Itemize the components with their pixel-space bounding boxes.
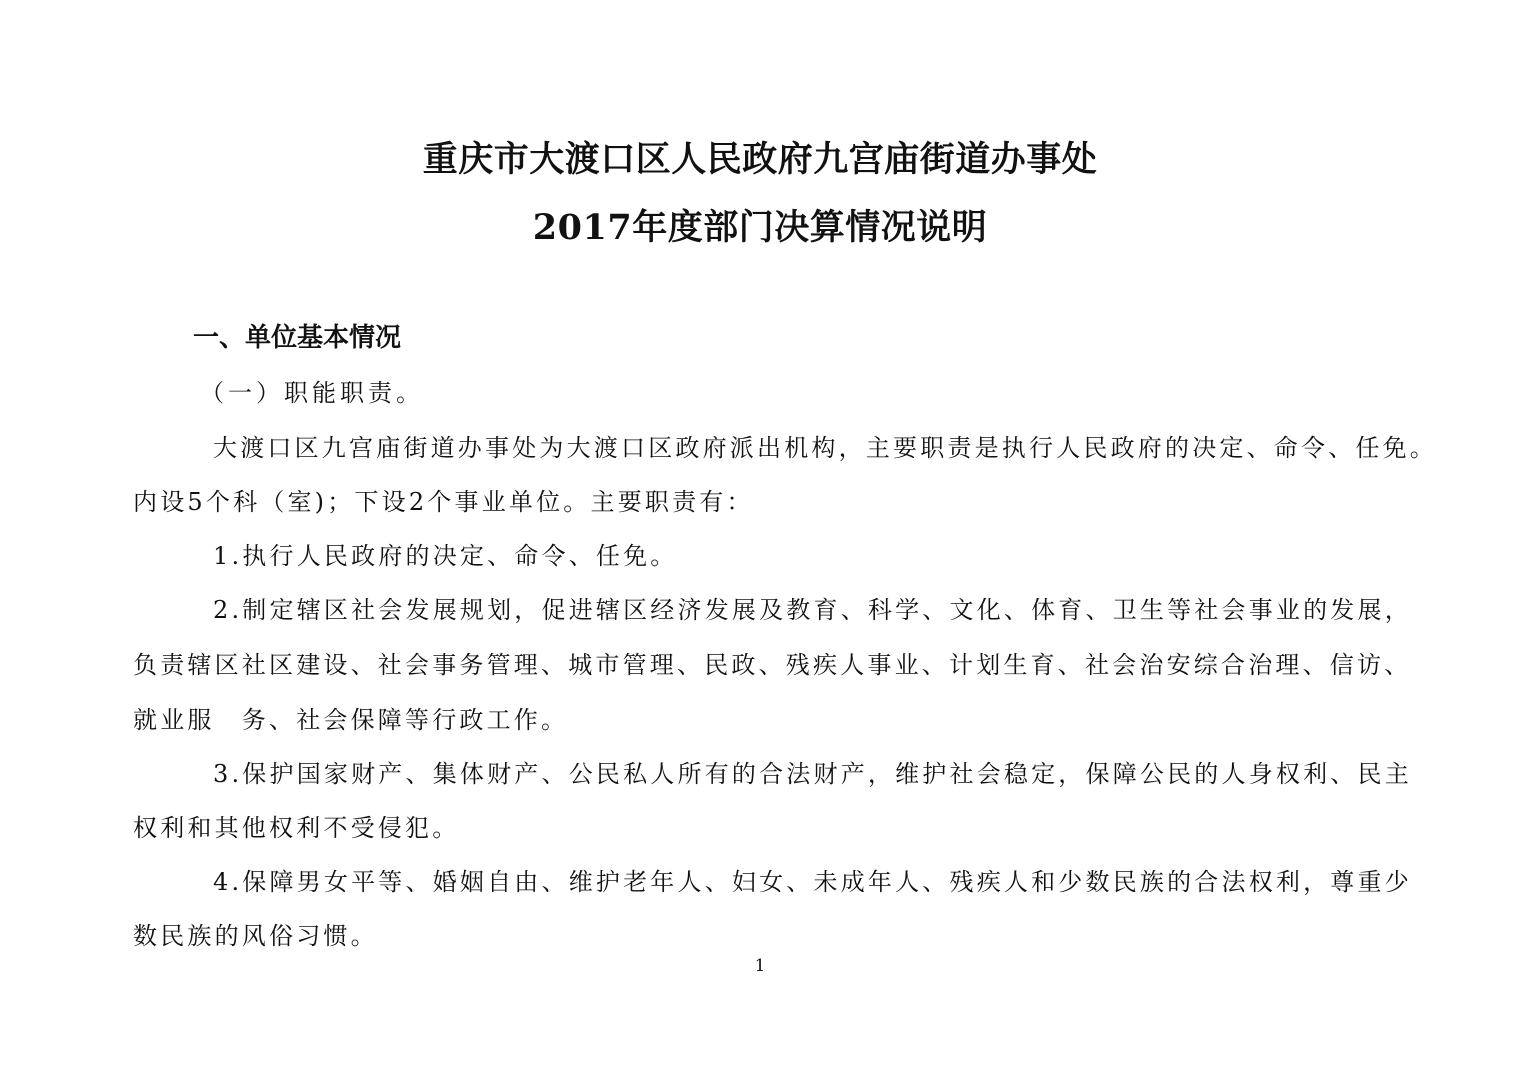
section-heading: 一、单位基本情况 (193, 323, 402, 353)
duty-item-4-line1: 4.保障男女平等、婚姻自由、维护老年人、妇女、未成年人、残疾人和少数民族的合法权利，尊重少 (213, 868, 1412, 896)
duty-item-3-line1: 3.保护国家财产、集体财产、公民私人所有的合法财产，维护社会稳定，保障公民的人身权利、民主 (213, 760, 1412, 788)
document-title-line1: 重庆市大渡口区人民政府九宫庙街道办事处 (422, 139, 1098, 180)
duty-item-1: 1.执行人民政府的决定、命令、任免。 (213, 542, 678, 570)
page-number: 1 (754, 956, 766, 976)
intro-paragraph-line1: 大渡口区九宫庙街道办事处为大渡口区政府派出机构，主要职责是执行人民政府的决定、命令、任免。 (213, 434, 1437, 462)
document-title-line2: 2017年度部门决算情况说明 (532, 207, 988, 248)
duty-item-3-line2: 权利和其他权利不受侵犯。 (133, 814, 460, 842)
duty-item-2-line2: 负责辖区社区建设、社会事务管理、城市管理、民政、残疾人事业、计划生育、社会治安综合治理、信访、 (133, 651, 1412, 679)
subsection-heading: （一）职能职责。 (200, 379, 424, 407)
duty-item-2-line1: 2.制定辖区社会发展规划，促进辖区经济发展及教育、科学、文化、体育、卫生等社会事业的发展， (213, 596, 1412, 624)
intro-paragraph-line2: 内设5个科（室)；下设2个事业单位。主要职责有： (133, 488, 754, 516)
duty-item-4-line2: 数民族的风俗习惯。 (133, 922, 378, 950)
duty-item-2-line3: 就业服 务、社会保障等行政工作。 (133, 706, 569, 734)
